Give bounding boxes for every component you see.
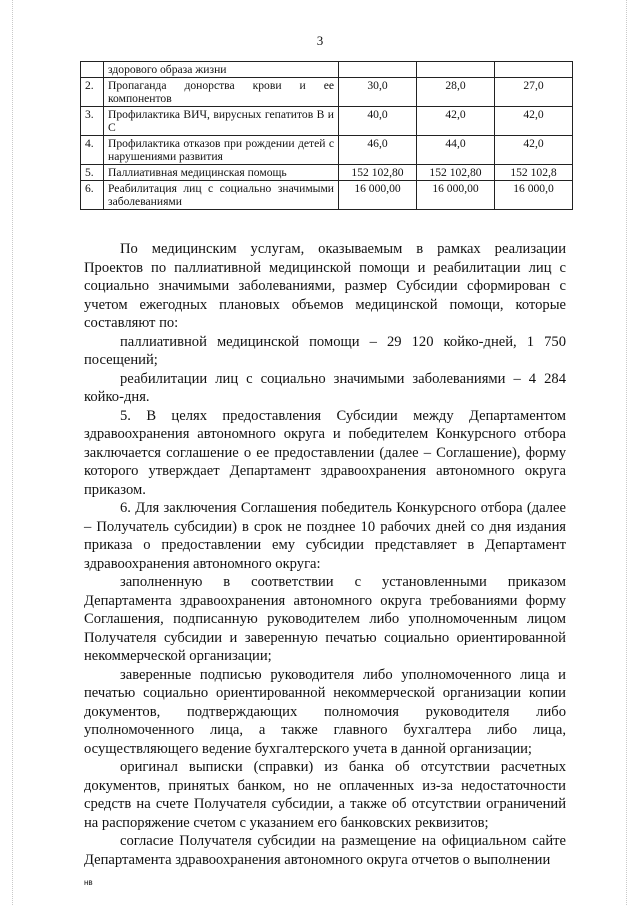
- row-description: здорового образа жизни: [104, 62, 339, 78]
- table-row: [81, 78, 573, 107]
- row-description: Пропаганда донорства крови и ее компонентов: [104, 78, 339, 107]
- paragraph-consent: согласие Получателя субсидии на размещение на официальном сайте Департамента здравоохранения автономного округа отчетов о выполнении: [84, 833, 566, 868]
- subsidy-table: [80, 61, 573, 210]
- row-value-1: 46,0: [339, 136, 417, 165]
- row-description: Реабилитация лиц с социально значимыми заболеваниями: [104, 181, 339, 210]
- row-value-2: 152 102,80: [417, 165, 495, 181]
- page-number: 3: [316, 33, 324, 48]
- row-value-3: 27,0: [495, 78, 573, 107]
- paragraph-certified-copies: заверенные подписью руководителя либо уполномоченного лица и печатью социально ориентированной некоммерческой организации копии документов, подтверждающих полномочия руководителя либо уполномоченного лица, а также главного бухгалтера либо лица, осуществляющего ведение бухгалтерского учета в данной организации;: [84, 666, 566, 757]
- table-row: [81, 136, 573, 165]
- paragraph-agreement-form: заполненную в соответствии с установленными приказом Департамента здравоохранения автономного округа требованиями форму Соглашения, подписанную руководителем либо уполномоченным лицом Получателя субсидии и заверенную печатью социально ориентированной некоммерческой организации;: [84, 574, 566, 664]
- row-value-2: 16 000,00: [417, 181, 495, 210]
- row-value-3: [495, 62, 573, 78]
- row-value-3: 16 000,0: [495, 181, 573, 210]
- row-number: 6.: [81, 181, 104, 210]
- row-description: Профилактика ВИЧ, вирусных гепатитов В и С: [104, 107, 339, 136]
- table-row: [81, 165, 573, 181]
- row-value-1: 30,0: [339, 78, 417, 107]
- row-value-3: 42,0: [495, 107, 573, 136]
- row-description: Профилактика отказов при рождении детей с нарушениями развития: [104, 136, 339, 165]
- row-value-3: 152 102,8: [495, 165, 573, 181]
- row-description: Паллиативная медицинская помощь: [104, 165, 339, 181]
- row-number: [81, 62, 104, 78]
- row-value-1: 16 000,00: [339, 181, 417, 210]
- row-number: 2.: [81, 78, 104, 107]
- row-value-2: 28,0: [417, 78, 495, 107]
- row-value-2: [417, 62, 495, 78]
- paragraph-palliative: паллиативной медицинской помощи – 29 120 койко-дней, 1 750 посещений;: [84, 333, 566, 368]
- row-number: 3.: [81, 107, 104, 136]
- scan-edge-left: [12, 0, 14, 905]
- paragraph-bank-statement: оригинал выписки (справки) из банка об отсутствии расчетных документов, принятых банком, но не оплаченных из-за недостаточности средств на счете Получателя субсидии, а также об отсутствии ограничений на распоряжение счетом с указанием его банковских реквизитов;: [84, 759, 566, 831]
- paragraph-services: По медицинским услугам, оказываемым в рамках реализации Проектов по паллиативной медицинской помощи и реабилитации лиц с социально значимыми заболеваниями, размер Субсидии сформирован с учетом ежегодных плановых объемов медицинской помощи, которые составляют по:: [84, 241, 566, 331]
- paragraph-clause-5: 5. В целях предоставления Субсидии между Департаментом здравоохранения автономного округа и победителем Конкурсного отбора заключается соглашение о ее предоставлении (далее – Соглашение), форму которого утверждает Департамент здравоохранения автономного округа приказом.: [84, 407, 566, 498]
- row-value-2: 42,0: [417, 107, 495, 136]
- table-row: [81, 62, 573, 78]
- row-value-1: [339, 62, 417, 78]
- table-row: [81, 181, 573, 210]
- scan-edge-right: [626, 0, 628, 905]
- row-number: 4.: [81, 136, 104, 165]
- row-value-1: 152 102,80: [339, 165, 417, 181]
- row-value-2: 44,0: [417, 136, 495, 165]
- paragraph-rehabilitation: реабилитации лиц с социально значимыми заболеваниями – 4 284 койко-дня.: [84, 370, 566, 405]
- footer-mark: нв: [84, 878, 93, 887]
- row-value-3: 42,0: [495, 136, 573, 165]
- paragraph-clause-6: 6. Для заключения Соглашения победитель Конкурсного отбора (далее – Получатель субсидии) в срок не позднее 10 рабочих дней со дня издания приказа о предоставлении ему субсидии представляет в Департамент здравоохранения автономного округа:: [84, 500, 566, 572]
- document-body: [84, 240, 566, 869]
- row-number: 5.: [81, 165, 104, 181]
- table-row: [81, 107, 573, 136]
- row-value-1: 40,0: [339, 107, 417, 136]
